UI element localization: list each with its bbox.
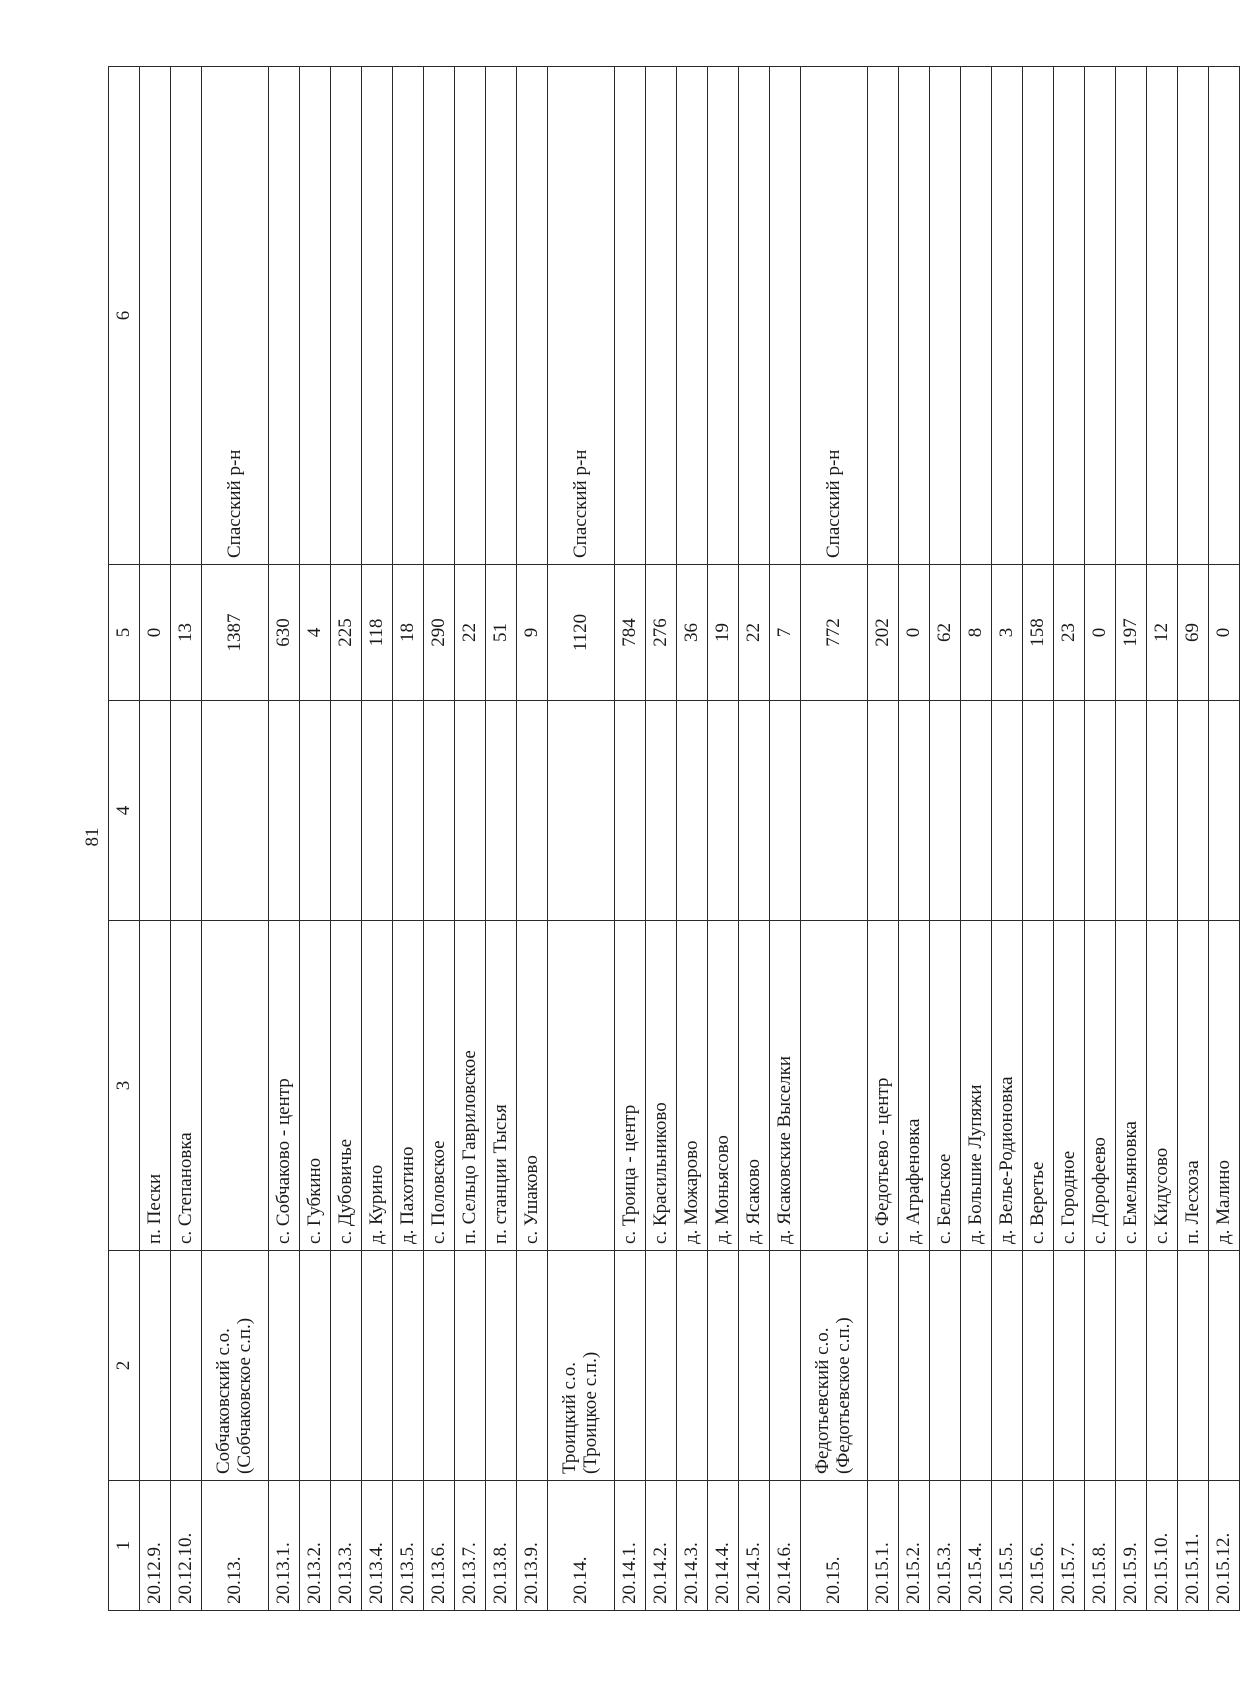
row-code: 20.15.1. xyxy=(868,1481,899,1611)
empty-cell xyxy=(615,701,646,921)
settlement-name: д. Аграфеновка xyxy=(899,921,930,1251)
table-row xyxy=(300,67,331,1611)
empty-cell xyxy=(517,701,548,921)
settlement-name: п. станции Тысья xyxy=(486,921,517,1251)
population-value: 1387 xyxy=(202,565,269,701)
table-row xyxy=(615,67,646,1611)
district-name xyxy=(1178,67,1209,565)
settlement-name: с. Веретье xyxy=(1023,921,1054,1251)
empty-cell xyxy=(362,701,393,921)
population-value: 4 xyxy=(300,565,331,701)
council-cell xyxy=(424,1251,455,1481)
council-cell xyxy=(486,1251,517,1481)
row-code: 20.15.4. xyxy=(961,1481,992,1611)
table-row xyxy=(424,67,455,1611)
row-code: 20.15.11. xyxy=(1178,1481,1209,1611)
settlement-name: д. Большие Лупяжи xyxy=(961,921,992,1251)
district-name xyxy=(770,67,801,565)
council-cell xyxy=(362,1251,393,1481)
settlement-name xyxy=(202,921,269,1251)
settlement-name: с. Красильниково xyxy=(646,921,677,1251)
row-code: 20.14.4. xyxy=(708,1481,739,1611)
empty-cell xyxy=(300,701,331,921)
district-name xyxy=(424,67,455,565)
empty-cell xyxy=(1116,701,1147,921)
settlement-name: с. Кидусово xyxy=(1147,921,1178,1251)
table-row xyxy=(992,67,1023,1611)
population-value: 772 xyxy=(801,565,868,701)
council-row xyxy=(548,67,615,1611)
table-row xyxy=(331,67,362,1611)
row-code: 20.12.9. xyxy=(140,1481,171,1611)
council-cell xyxy=(708,1251,739,1481)
council-cell xyxy=(899,1251,930,1481)
table-row xyxy=(1147,67,1178,1611)
district-name xyxy=(615,67,646,565)
settlement-name: п. Сельцо Гавриловское xyxy=(455,921,486,1251)
table-row xyxy=(455,67,486,1611)
council-cell xyxy=(1085,1251,1116,1481)
empty-cell xyxy=(171,701,202,921)
council-cell xyxy=(992,1251,1023,1481)
row-code: 20.13.7. xyxy=(455,1481,486,1611)
population-value: 18 xyxy=(393,565,424,701)
settlement-name xyxy=(548,921,615,1251)
row-code: 20.13.2. xyxy=(300,1481,331,1611)
empty-cell xyxy=(961,701,992,921)
population-value: 12 xyxy=(1147,565,1178,701)
settlement-name: с. Бельское xyxy=(930,921,961,1251)
empty-cell xyxy=(1147,701,1178,921)
table-row xyxy=(739,67,770,1611)
row-code: 20.13.3. xyxy=(331,1481,362,1611)
council-cell xyxy=(140,1251,171,1481)
settlement-name: с. Емельяновка xyxy=(1116,921,1147,1251)
population-value: 158 xyxy=(1023,565,1054,701)
district-name xyxy=(1023,67,1054,565)
table-row xyxy=(171,67,202,1611)
table-body xyxy=(140,67,1240,1611)
district-name: Спасский р-н xyxy=(801,67,868,565)
population-value: 0 xyxy=(140,565,171,701)
district-name xyxy=(1147,67,1178,565)
council-settlement-name: (Федотьевское с.п.) xyxy=(833,1317,854,1474)
population-value: 22 xyxy=(455,565,486,701)
row-code: 20.15.8. xyxy=(1085,1481,1116,1611)
row-code: 20.13.4. xyxy=(362,1481,393,1611)
table-row xyxy=(770,67,801,1611)
settlement-name: д. Малино xyxy=(1209,921,1240,1251)
table-row xyxy=(393,67,424,1611)
district-name xyxy=(486,67,517,565)
population-value: 3 xyxy=(992,565,1023,701)
table-row xyxy=(1085,67,1116,1611)
council-cell xyxy=(1147,1251,1178,1481)
settlement-name: с. Степановка xyxy=(171,921,202,1251)
empty-cell xyxy=(331,701,362,921)
population-value: 0 xyxy=(1085,565,1116,701)
council-cell xyxy=(517,1251,548,1481)
settlement-name: д. Ясаковские Выселки xyxy=(770,921,801,1251)
population-value: 36 xyxy=(677,565,708,701)
table-row xyxy=(269,67,300,1611)
settlement-name: с. Губкино xyxy=(300,921,331,1251)
table-row xyxy=(708,67,739,1611)
district-name xyxy=(899,67,930,565)
settlement-name: с. Троица - центр xyxy=(615,921,646,1251)
district-name xyxy=(171,67,202,565)
district-name xyxy=(140,67,171,565)
table-row xyxy=(1023,67,1054,1611)
population-value: 62 xyxy=(930,565,961,701)
council-cell xyxy=(646,1251,677,1481)
row-code: 20.12.10. xyxy=(171,1481,202,1611)
row-code: 20.15.5. xyxy=(992,1481,1023,1611)
row-code: 20.15.9. xyxy=(1116,1481,1147,1611)
settlement-name: с. Городное xyxy=(1054,921,1085,1251)
district-name xyxy=(1054,67,1085,565)
table-row xyxy=(1054,67,1085,1611)
district-name xyxy=(1116,67,1147,565)
empty-cell xyxy=(770,701,801,921)
district-name xyxy=(269,67,300,565)
row-code: 20.15. xyxy=(801,1481,868,1611)
council-cell xyxy=(1178,1251,1209,1481)
council-cell xyxy=(739,1251,770,1481)
table-header-row xyxy=(109,67,140,1611)
council-cell xyxy=(269,1251,300,1481)
district-name xyxy=(930,67,961,565)
district-name: Спасский р-н xyxy=(202,67,269,565)
table-row xyxy=(362,67,393,1611)
settlement-name: д. Моньясово xyxy=(708,921,739,1251)
table-row xyxy=(646,67,677,1611)
settlement-name: с. Половское xyxy=(424,921,455,1251)
population-value: 202 xyxy=(868,565,899,701)
empty-cell xyxy=(455,701,486,921)
council-cell xyxy=(930,1251,961,1481)
population-value: 118 xyxy=(362,565,393,701)
column-header: 3 xyxy=(109,921,140,1251)
council-settlement-name: (Собчаковское с.п.) xyxy=(234,1317,255,1474)
settlement-name: д. Ясаково xyxy=(739,921,770,1251)
district-name xyxy=(300,67,331,565)
settlement-name: с. Федотьево - центр xyxy=(868,921,899,1251)
table-row xyxy=(961,67,992,1611)
district-name xyxy=(961,67,992,565)
column-header: 4 xyxy=(109,701,140,921)
table-row xyxy=(1116,67,1147,1611)
empty-cell xyxy=(548,701,615,921)
council-cell xyxy=(1023,1251,1054,1481)
row-code: 20.13.6. xyxy=(424,1481,455,1611)
row-code: 20.13.9. xyxy=(517,1481,548,1611)
table-row xyxy=(1209,67,1240,1611)
empty-cell xyxy=(1085,701,1116,921)
empty-cell xyxy=(393,701,424,921)
population-value: 784 xyxy=(615,565,646,701)
population-value: 22 xyxy=(739,565,770,701)
council-cell xyxy=(331,1251,362,1481)
empty-cell xyxy=(646,701,677,921)
row-code: 20.13.5. xyxy=(393,1481,424,1611)
district-name xyxy=(1209,67,1240,565)
population-value: 23 xyxy=(1054,565,1085,701)
row-code: 20.14.2. xyxy=(646,1481,677,1611)
empty-cell xyxy=(708,701,739,921)
council-name: Троицкий с.о. xyxy=(559,1362,581,1474)
population-value: 9 xyxy=(517,565,548,701)
population-value: 19 xyxy=(708,565,739,701)
row-code: 20.15.3. xyxy=(930,1481,961,1611)
council-row xyxy=(801,67,868,1611)
population-value: 51 xyxy=(486,565,517,701)
settlement-name: д. Пахотино xyxy=(393,921,424,1251)
district-name xyxy=(455,67,486,565)
row-code: 20.14. xyxy=(548,1481,615,1611)
council-cell xyxy=(1209,1251,1240,1481)
empty-cell xyxy=(140,701,171,921)
row-code: 20.14.3. xyxy=(677,1481,708,1611)
row-code: 20.14.1. xyxy=(615,1481,646,1611)
district-name xyxy=(393,67,424,565)
council-name: Собчаковский с.о. xyxy=(213,1328,235,1474)
council-cell xyxy=(770,1251,801,1481)
table-row xyxy=(930,67,961,1611)
column-header: 5 xyxy=(109,565,140,701)
row-code: 20.15.2. xyxy=(899,1481,930,1611)
row-code: 20.13.1. xyxy=(269,1481,300,1611)
empty-cell xyxy=(899,701,930,921)
council-cell xyxy=(548,1251,615,1481)
council-settlement-name: (Троицкое с.п.) xyxy=(580,1351,601,1474)
settlement-name: с. Дубовичье xyxy=(331,921,362,1251)
empty-cell xyxy=(1023,701,1054,921)
council-cell xyxy=(1054,1251,1085,1481)
empty-cell xyxy=(739,701,770,921)
population-value: 630 xyxy=(269,565,300,701)
district-name xyxy=(517,67,548,565)
population-value: 1120 xyxy=(548,565,615,701)
empty-cell xyxy=(486,701,517,921)
table-row xyxy=(899,67,930,1611)
empty-cell xyxy=(868,701,899,921)
district-name xyxy=(1085,67,1116,565)
council-cell xyxy=(1116,1251,1147,1481)
row-code: 20.15.10. xyxy=(1147,1481,1178,1611)
row-code: 20.15.7. xyxy=(1054,1481,1085,1611)
row-code: 20.15.6. xyxy=(1023,1481,1054,1611)
row-code: 20.14.6. xyxy=(770,1481,801,1611)
empty-cell xyxy=(202,701,269,921)
district-name xyxy=(677,67,708,565)
table-row xyxy=(1178,67,1209,1611)
settlement-name: п. Пески xyxy=(140,921,171,1251)
population-value: 290 xyxy=(424,565,455,701)
page-number: 81 xyxy=(82,827,103,847)
council-row xyxy=(202,67,269,1611)
district-name xyxy=(739,67,770,565)
district-name xyxy=(708,67,739,565)
table-row xyxy=(140,67,171,1611)
settlement-name: д. Велье-Родионовка xyxy=(992,921,1023,1251)
council-cell xyxy=(393,1251,424,1481)
table-row xyxy=(868,67,899,1611)
council-cell xyxy=(868,1251,899,1481)
council-cell xyxy=(615,1251,646,1481)
population-value: 0 xyxy=(1209,565,1240,701)
council-cell xyxy=(300,1251,331,1481)
council-name: Федотьевский с.о. xyxy=(812,1327,834,1474)
empty-cell xyxy=(1054,701,1085,921)
column-header: 2 xyxy=(109,1251,140,1481)
population-value: 276 xyxy=(646,565,677,701)
empty-cell xyxy=(424,701,455,921)
empty-cell xyxy=(930,701,961,921)
table-row xyxy=(677,67,708,1611)
row-code: 20.13. xyxy=(202,1481,269,1611)
population-value: 197 xyxy=(1116,565,1147,701)
settlement-name: с. Ушаково xyxy=(517,921,548,1251)
council-cell xyxy=(801,1251,868,1481)
population-value: 13 xyxy=(171,565,202,701)
settlement-name xyxy=(801,921,868,1251)
empty-cell xyxy=(1209,701,1240,921)
settlements-table xyxy=(108,66,1240,1611)
population-value: 69 xyxy=(1178,565,1209,701)
council-cell xyxy=(171,1251,202,1481)
empty-cell xyxy=(677,701,708,921)
row-code: 20.14.5. xyxy=(739,1481,770,1611)
district-name xyxy=(646,67,677,565)
council-cell xyxy=(677,1251,708,1481)
settlement-name: д. Курино xyxy=(362,921,393,1251)
council-cell xyxy=(455,1251,486,1481)
row-code: 20.13.8. xyxy=(486,1481,517,1611)
district-name xyxy=(992,67,1023,565)
settlement-name: с. Собчаково - центр xyxy=(269,921,300,1251)
council-cell xyxy=(961,1251,992,1481)
district-name: Спасский р-н xyxy=(548,67,615,565)
empty-cell xyxy=(269,701,300,921)
column-header: 6 xyxy=(109,67,140,565)
population-value: 8 xyxy=(961,565,992,701)
settlement-name: п. Лесхоза xyxy=(1178,921,1209,1251)
row-code: 20.15.12. xyxy=(1209,1481,1240,1611)
population-value: 0 xyxy=(899,565,930,701)
district-name xyxy=(362,67,393,565)
empty-cell xyxy=(992,701,1023,921)
column-header: 1 xyxy=(109,1481,140,1611)
district-name xyxy=(868,67,899,565)
settlement-name: д. Можарово xyxy=(677,921,708,1251)
empty-cell xyxy=(1178,701,1209,921)
district-name xyxy=(331,67,362,565)
council-cell xyxy=(202,1251,269,1481)
table-row xyxy=(517,67,548,1611)
empty-cell xyxy=(801,701,868,921)
settlement-name: с. Дорофеево xyxy=(1085,921,1116,1251)
table-row xyxy=(486,67,517,1611)
population-value: 7 xyxy=(770,565,801,701)
population-value: 225 xyxy=(331,565,362,701)
